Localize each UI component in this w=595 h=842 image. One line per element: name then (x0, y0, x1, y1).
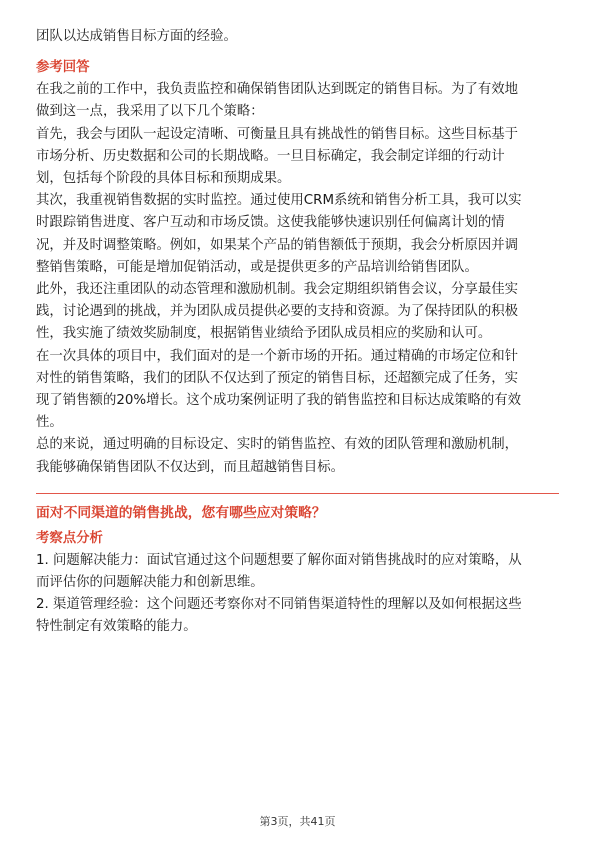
answer-line: 性。 (36, 415, 63, 431)
page-footer: 第3页，共41页 (259, 815, 336, 828)
reference-answer-body (36, 79, 559, 479)
answer-line: 首先，我会与团队一起设定清晰、可衡量且具有挑战性的销售目标。这些目标基于 (36, 126, 519, 142)
answer-line: 践，讨论遇到的挑战，并为团队成员提供必要的支持和资源。为了保持团队的积极 (36, 304, 519, 320)
answer-line: 时跟踪销售进度、客户互动和市场反馈。这使我能够快速识别任何偏离计划的情 (36, 215, 505, 231)
analysis-line: 2. 渠道管理经验：这个问题还考察你对不同销售渠道特性的理解以及如何根据这些 (36, 597, 522, 613)
analysis-label: 考察点分析 (36, 530, 103, 546)
answer-line: 我能够确保销售团队不仅达到，而且超越销售目标。 (36, 459, 344, 475)
answer-line: 总的来说，通过明确的目标设定、实时的销售监控、有效的团队管理和激励机制， (36, 437, 519, 453)
analysis-body (36, 550, 559, 639)
answer-line: 其次，我重视销售数据的实时监控。通过使用CRM系统和销售分析工具，我可以实 (36, 193, 522, 209)
reference-answer-label: 参考回答 (36, 60, 90, 76)
answer-line: 此外，我还注重团队的动态管理和激励机制。我会定期组织销售会议，分享最佳实 (36, 282, 519, 298)
answer-line: 市场分析、历史数据和公司的长期战略。一旦目标确定，我会制定详细的行动计 (36, 148, 505, 164)
answer-line: 况，并及时调整策略。例如，如果某个产品的销售额低于预期，我会分析原因并调 (36, 237, 519, 253)
answer-line: 性，我实施了绩效奖励制度，根据销售业绩给予团队成员相应的奖励和认可。 (36, 326, 492, 342)
answer-line: 整销售策略，可能是增加促销活动，或是提供更多的产品培训给销售团队。 (36, 259, 478, 275)
answer-line: 划，包括每个阶段的具体目标和预期成果。 (36, 171, 291, 187)
analysis-line: 而评估你的问题解决能力和创新思维。 (36, 575, 264, 591)
answer-line: 在一次具体的项目中，我们面对的是一个新市场的开拓。通过精确的市场定位和针 (36, 348, 519, 364)
analysis-line: 特性制定有效策略的能力。 (36, 619, 197, 635)
question-heading: 面对不同渠道的销售挑战，您有哪些应对策略？ (36, 504, 326, 521)
answer-line: 对性的销售策略，我们的团队不仅达到了预定的销售目标，还超额完成了任务，实 (36, 370, 519, 386)
answer-line: 现了销售额的20%增长。这个成功案例证明了我的销售监控和目标达成策略的有效 (36, 393, 522, 409)
answer-line: 在我之前的工作中，我负责监控和确保销售团队达到既定的销售目标。为了有效地 (36, 82, 519, 98)
document-page (36, 26, 559, 639)
answer-line: 做到这一点，我采用了以下几个策略： (36, 104, 264, 120)
analysis-line: 1. 问题解决能力：面试官通过这个问题想要了解你面对销售挑战时的应对策略，从 (36, 552, 522, 568)
section-divider (36, 493, 559, 494)
intro-line: 团队以达成销售目标方面的经验。 (36, 29, 237, 44)
